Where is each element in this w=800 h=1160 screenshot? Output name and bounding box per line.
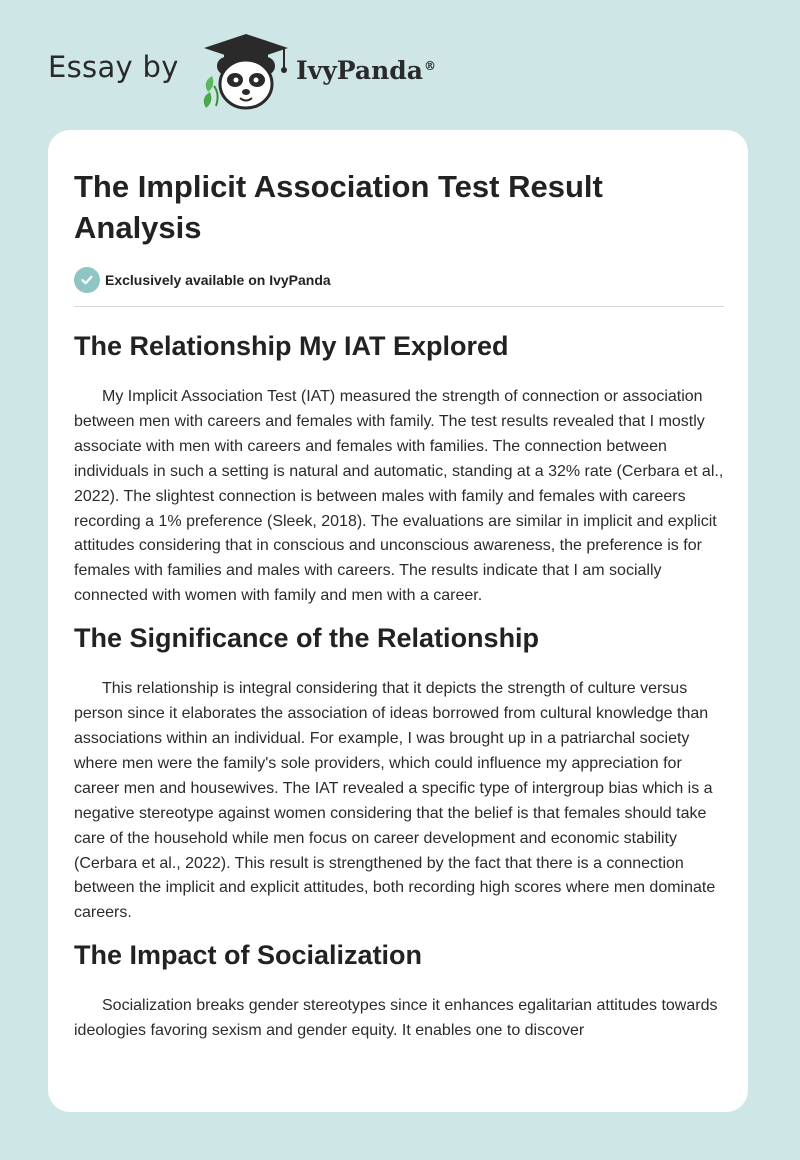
section-heading: The Significance of the Relationship: [74, 623, 540, 654]
brand-name-text: IvyPanda: [296, 56, 423, 85]
section-paragraph: This relationship is integral considering that it depicts the strength of culture versus person since it elaborates the association of ideas borrowed from cultural knowledge than associations within an individual. For example, I was brought up in a patriarchal society where men were the family's sole providers, which could influence my appreciation for career men and housewives. The IAT revealed a specific type of intergroup bias which is a negative stereotype against women considering that the belief is that females should take care of the household while men focus on career development and economic stability (Cerbara et al., 2022). This result is strengthened by the fact that there is a connection between the implicit and explicit attitudes, both recording high scores where men dominate careers.: [74, 680, 716, 922]
site-header: [0, 0, 800, 130]
essay-by-label: Essay by: [48, 50, 179, 84]
brand-name[interactable]: [296, 56, 436, 85]
section-paragraph: Socialization breaks gender stereotypes since it enhances egalitarian attitudes towards ideologies favoring sexism and gender equity. It enables one to discover: [74, 997, 718, 1040]
ivypanda-logo-icon[interactable]: [198, 28, 294, 112]
title-divider: [74, 306, 724, 307]
badge-text: Exclusively available on IvyPanda: [105, 272, 331, 288]
section-paragraph: My Implicit Association Test (IAT) measured the strength of connection or association between men with careers and females with family. The test results revealed that I mostly associate with men with careers and females with families. The connection between individuals in such a setting is natural and automatic, standing at a 32% rate (Cerbara et al., 2022). The slightest connection is between males with family and females with careers recording a 1% preference (Sleek, 2018). The evaluations are similar in implicit and explicit attitudes considering that in conscious and unconscious awareness, the preference is for females with families and males with careers. The results indicate that I am socially connected with women with family and men with a career.: [74, 388, 724, 605]
checkmark-icon: [74, 267, 100, 293]
essay-card: [48, 130, 748, 1112]
essay-content: [74, 166, 724, 1044]
exclusive-badge: [74, 266, 724, 294]
section-heading: The Relationship My IAT Explored: [74, 331, 509, 361]
section-heading: The Impact of Socialization: [74, 940, 423, 971]
page-title: The Implicit Association Test Result Analysis: [74, 169, 603, 245]
registered-mark: ®: [423, 58, 436, 73]
